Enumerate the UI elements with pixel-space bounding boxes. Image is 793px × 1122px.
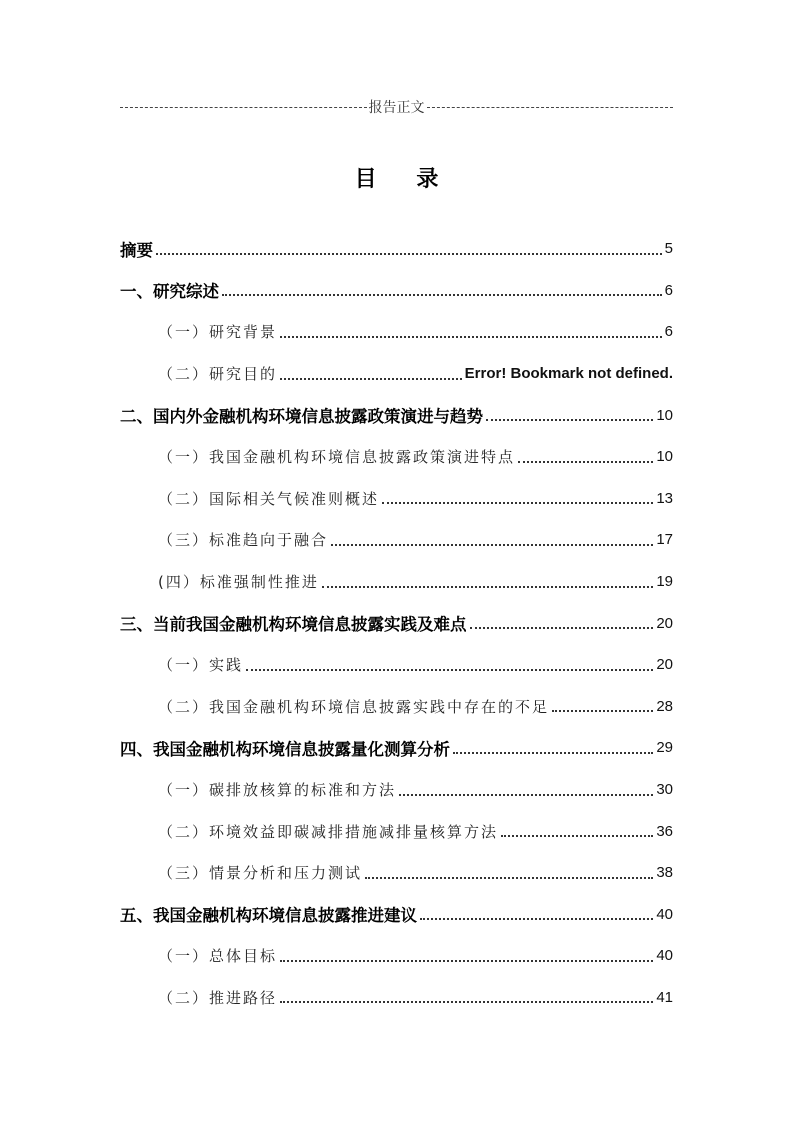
toc-dot-leader bbox=[246, 669, 653, 671]
toc-entry-label: （二）国际相关气候准则概述 bbox=[158, 489, 380, 508]
toc-entry-page-number: 6 bbox=[664, 323, 673, 341]
toc-entry-label: （一）我国金融机构环境信息披露政策演进特点 bbox=[158, 448, 516, 467]
toc-entry-label: (四）标准强制性推进 bbox=[158, 573, 319, 592]
toc-dot-leader bbox=[280, 336, 662, 338]
toc-entry-label: （二）我国金融机构环境信息披露实践中存在的不足 bbox=[158, 697, 550, 716]
toc-entry-page-number: 28 bbox=[656, 697, 673, 715]
page-header bbox=[120, 96, 673, 118]
toc-entry-label: （二）推进路径 bbox=[158, 988, 278, 1007]
toc-dot-leader bbox=[280, 378, 462, 380]
toc-entry-page-number: 10 bbox=[656, 406, 673, 424]
toc-entry-page-number: 17 bbox=[656, 531, 673, 549]
toc-entry[interactable] bbox=[120, 810, 673, 852]
toc-entry-label: 一、研究综述 bbox=[120, 282, 219, 302]
toc-entry[interactable] bbox=[120, 602, 673, 644]
toc-entry-page-number: 36 bbox=[656, 822, 673, 840]
toc-entry-page-number: 19 bbox=[656, 573, 673, 591]
toc-entry-label: （一）碳排放核算的标准和方法 bbox=[158, 781, 397, 800]
toc-entry-page-number: 20 bbox=[656, 656, 673, 674]
toc-entry-page-number: 40 bbox=[656, 905, 673, 923]
toc-entry[interactable] bbox=[120, 311, 673, 353]
toc-entry-page-number: 5 bbox=[664, 240, 673, 258]
toc-entry[interactable] bbox=[120, 561, 673, 603]
toc-entry[interactable] bbox=[120, 977, 673, 1019]
toc-entry-label: （三）标准趋向于融合 bbox=[158, 531, 329, 550]
toc-entry-page-number: 41 bbox=[656, 988, 673, 1006]
toc-entry[interactable] bbox=[120, 270, 673, 312]
header-text: 报告正文 bbox=[368, 100, 425, 116]
toc-entry-label: 摘要 bbox=[120, 240, 153, 260]
header-rule-right bbox=[427, 107, 674, 108]
toc-entry[interactable] bbox=[120, 478, 673, 520]
toc-dot-leader bbox=[222, 294, 662, 296]
toc-entry-label: （二）研究目的 bbox=[158, 365, 278, 384]
toc-entry[interactable] bbox=[120, 852, 673, 894]
toc-entry-label: （二）环境效益即碳减排措施减排量核算方法 bbox=[158, 822, 499, 841]
page-title: 目 录 bbox=[354, 167, 455, 192]
toc-dot-leader bbox=[486, 419, 653, 421]
toc-dot-leader bbox=[453, 752, 653, 754]
toc-dot-leader bbox=[552, 710, 653, 712]
toc-entry-label: 二、国内外金融机构环境信息披露政策演进与趋势 bbox=[120, 407, 483, 427]
toc-entry[interactable] bbox=[120, 519, 673, 561]
toc-dot-leader bbox=[382, 502, 653, 504]
toc-entry-page-number: 10 bbox=[656, 448, 673, 466]
toc-entry-label: （三）情景分析和压力测试 bbox=[158, 864, 363, 883]
toc-entry-page-number: 6 bbox=[664, 281, 673, 299]
toc-dot-leader bbox=[156, 253, 662, 255]
toc-dot-leader bbox=[470, 627, 654, 629]
toc-entry-label: 五、我国金融机构环境信息披露推进建议 bbox=[120, 906, 417, 926]
toc-entry-label: （一）总体目标 bbox=[158, 947, 278, 966]
toc-dot-leader bbox=[365, 877, 653, 879]
toc-entry[interactable] bbox=[120, 727, 673, 769]
toc-dot-leader bbox=[420, 918, 653, 920]
toc-entry-page-number: 38 bbox=[656, 864, 673, 882]
toc-entry-page-number: Error! Bookmark not defined. bbox=[464, 365, 673, 383]
toc-entry[interactable] bbox=[120, 686, 673, 728]
toc-dot-leader bbox=[331, 544, 653, 546]
toc-entry-page-number: 13 bbox=[656, 489, 673, 507]
toc-entry-page-number: 30 bbox=[656, 781, 673, 799]
toc-dot-leader bbox=[518, 461, 653, 463]
toc-entry-label: （一）研究背景 bbox=[158, 323, 278, 342]
toc-entry[interactable] bbox=[120, 769, 673, 811]
toc-dot-leader bbox=[322, 586, 653, 588]
table-of-contents bbox=[120, 228, 673, 1018]
toc-entry-label: 三、当前我国金融机构环境信息披露实践及难点 bbox=[120, 615, 467, 635]
toc-dot-leader bbox=[399, 794, 653, 796]
toc-entry[interactable] bbox=[120, 935, 673, 977]
toc-entry-label: （一）实践 bbox=[158, 656, 244, 675]
toc-entry[interactable] bbox=[120, 394, 673, 436]
toc-dot-leader bbox=[280, 1001, 653, 1003]
toc-dot-leader bbox=[501, 835, 653, 837]
toc-entry-page-number: 40 bbox=[656, 947, 673, 965]
toc-entry[interactable] bbox=[120, 228, 673, 270]
toc-entry[interactable] bbox=[120, 894, 673, 936]
header-rule-left bbox=[120, 107, 367, 108]
toc-entry-page-number: 29 bbox=[656, 739, 673, 757]
toc-dot-leader bbox=[280, 960, 653, 962]
toc-entry[interactable] bbox=[120, 436, 673, 478]
toc-entry-label: 四、我国金融机构环境信息披露量化测算分析 bbox=[120, 739, 450, 759]
toc-entry[interactable] bbox=[120, 353, 673, 395]
toc-entry[interactable] bbox=[120, 644, 673, 686]
toc-entry-page-number: 20 bbox=[656, 614, 673, 632]
